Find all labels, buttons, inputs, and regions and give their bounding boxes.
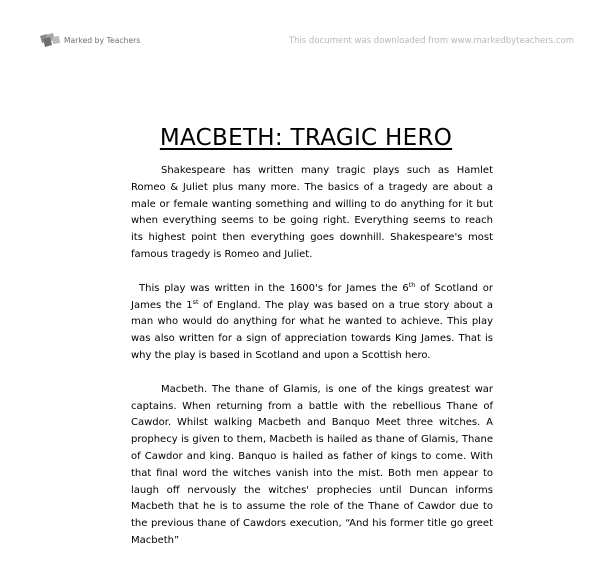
paragraph-1	[131, 163, 493, 264]
paragraph-2-text-c: of England. The play was based on a true story about a man who would do anything for what he wanted to achieve. This play was also written for a sign of appreciation towards King James. That is why the play is based in Scotland and upon a Scottish hero.	[131, 299, 493, 361]
paragraph-3	[131, 382, 493, 550]
paragraph-2	[131, 281, 493, 365]
logo-text: Marked by Teachers	[64, 35, 141, 45]
superscript-th: th	[408, 280, 416, 289]
page-header	[0, 0, 612, 70]
paragraph-3-text: Macbeth. The thane of Glamis, is one of the kings greatest war captains. When returning from a battle with the rebellious Thane of Cawdor. Whilst walking Macbeth and Banquo Meet three witches. A prophecy is given to them, Macbeth is hailed as thane of Glamis, Thane of Cawdor and king. Banquo is hailed as father of kings to come. With that final word the witches vanish into the mist. Both men appear to laugh off nervously the witches' prophecies until Duncan informs Macbeth that he is to assume the role of the Thane of Cawdor due to the previous thane of Cawdors execution, “And his former title go greet Macbeth”	[131, 383, 493, 546]
paragraph-2-text-a: This play was written in the 1600's for James the 6	[139, 282, 409, 294]
marked-by-teachers-logo-icon	[38, 32, 62, 48]
paragraph-2-text-b: of Scotland or James the 1	[131, 282, 493, 311]
download-note: This document was downloaded from www.markedbyteachers.com	[288, 36, 574, 46]
superscript-st: st	[192, 297, 199, 306]
paragraph-1-text: Shakespeare has written many tragic plays such as Hamlet Romeo & Juliet plus many more. The basics of a tragedy are about a male or female wanting something and willing to do anything for it but when everything seems to be going right. Everything seems to reach its highest point then everything goes downhill. Shakespeare's most famous tragedy is Romeo and Juliet.	[131, 165, 493, 260]
document-body	[131, 163, 493, 567]
logo[interactable]	[38, 32, 140, 48]
document-title: MACBETH: TRAGIC HERO	[159, 125, 453, 151]
